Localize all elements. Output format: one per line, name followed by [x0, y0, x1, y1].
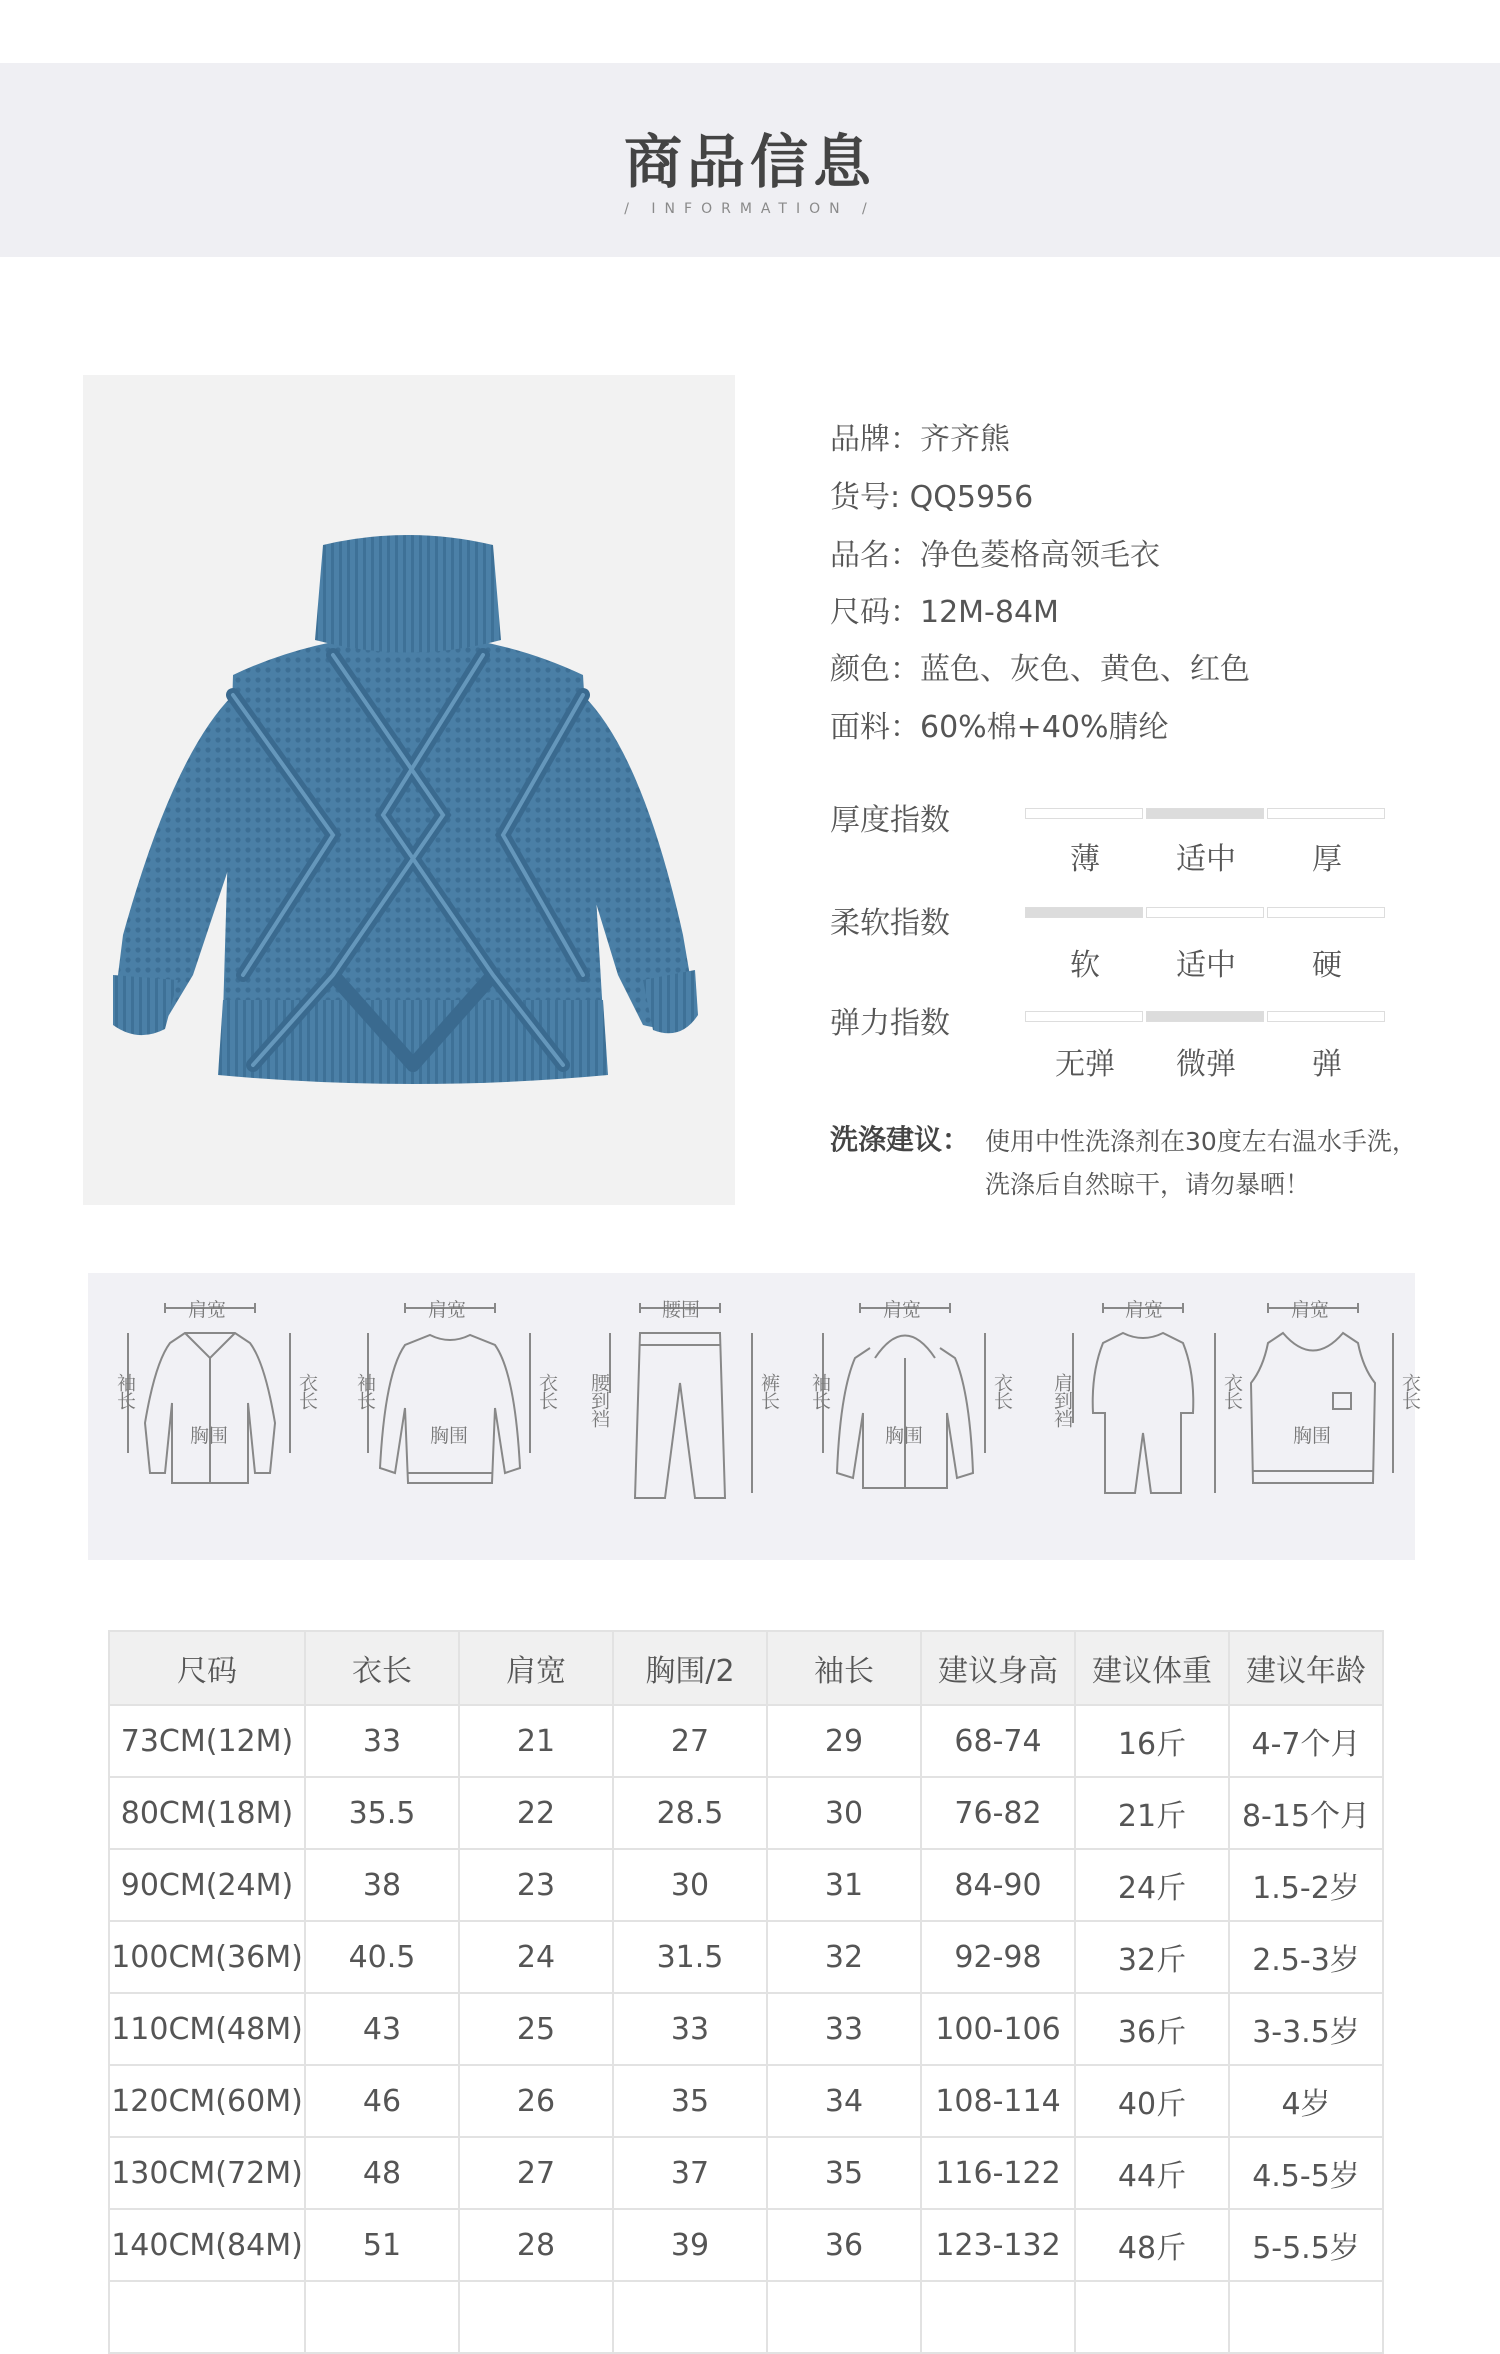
table-row	[109, 1705, 1383, 1777]
diagram-left-label: 袖长	[114, 1373, 136, 1409]
column-header: 胸围/2	[613, 1631, 767, 1705]
header-banner	[0, 63, 1500, 257]
index-segment	[1267, 1011, 1385, 1022]
table-cell-empty	[767, 2281, 921, 2353]
table-cell: 33	[613, 1993, 767, 2065]
table-cell: 29	[767, 1705, 921, 1777]
index-bar	[1025, 907, 1385, 918]
table-cell: 1.5-2岁	[1229, 1849, 1383, 1921]
index-option: 适中	[1176, 842, 1236, 877]
table-row	[109, 1921, 1383, 1993]
table-cell: 24	[459, 1921, 613, 1993]
table-cell: 23	[459, 1849, 613, 1921]
table-cell-empty	[1075, 2281, 1229, 2353]
table-cell: 100-106	[921, 1993, 1075, 2065]
wash-text-line1: 使用中性洗涤剂在30度左右温水手洗，	[985, 1127, 1417, 1156]
info-brand: 品牌：齐齐熊	[830, 422, 1010, 457]
table-row	[109, 2065, 1383, 2137]
table-cell: 35	[767, 2137, 921, 2209]
table-cell: 3-3.5岁	[1229, 1993, 1383, 2065]
diagram-sweater	[350, 1273, 558, 1560]
table-row	[109, 1849, 1383, 1921]
index-option: 软	[1070, 948, 1100, 983]
index-segment-selected	[1025, 907, 1143, 918]
table-cell: 30	[613, 1849, 767, 1921]
diagram-right-label: 衣长	[1221, 1373, 1243, 1409]
index-option: 薄	[1070, 842, 1100, 877]
diagram-right-label: 衣长	[536, 1373, 558, 1409]
table-cell: 108-114	[921, 2065, 1075, 2137]
index-option: 适中	[1176, 948, 1236, 983]
diagram-left-label: 袖长	[354, 1373, 376, 1409]
table-cell: 21	[459, 1705, 613, 1777]
table-cell: 16斤	[1075, 1705, 1229, 1777]
table-cell-empty	[109, 2281, 305, 2353]
diagram-top-label: 腰围	[662, 1299, 701, 1321]
diagram-center-label: 胸围	[430, 1425, 469, 1447]
diagram-right-label: 裤长	[758, 1373, 780, 1409]
diagram-top-label: 肩宽	[1125, 1299, 1164, 1321]
table-cell: 4岁	[1229, 2065, 1383, 2137]
table-cell: 26	[459, 2065, 613, 2137]
table-cell: 37	[613, 2137, 767, 2209]
wash-text-line2: 洗涤后自然晾干，请勿暴晒！	[985, 1170, 1311, 1199]
table-cell: 33	[305, 1705, 459, 1777]
diagram-top-label: 肩宽	[1291, 1299, 1330, 1321]
table-cell: 24斤	[1075, 1849, 1229, 1921]
table-cell: 36	[767, 2209, 921, 2281]
index-bar	[1025, 1011, 1385, 1022]
table-cell: 48	[305, 2137, 459, 2209]
table-header-row	[109, 1631, 1383, 1705]
table-cell: 5-5.5岁	[1229, 2209, 1383, 2281]
table-cell: 4-7个月	[1229, 1705, 1383, 1777]
table-cell: 120CM(60M)	[109, 2065, 305, 2137]
table-cell: 123-132	[921, 2209, 1075, 2281]
table-cell: 76-82	[921, 1777, 1075, 1849]
table-cell: 100CM(36M)	[109, 1921, 305, 1993]
index-label: 弹力指数	[830, 1006, 950, 1041]
diagram-top-label: 肩宽	[428, 1299, 467, 1321]
index-segment	[1025, 1011, 1143, 1022]
diagram-center-label: 胸围	[885, 1425, 924, 1447]
info-product-name: 品名：净色菱格高领毛衣	[830, 538, 1160, 573]
diagram-left-label: 肩到裆	[1051, 1373, 1073, 1427]
diagram-center-label: 胸围	[1293, 1425, 1332, 1447]
table-cell: 90CM(24M)	[109, 1849, 305, 1921]
index-option: 硬	[1312, 948, 1342, 983]
table-cell-empty	[305, 2281, 459, 2353]
table-cell: 51	[305, 2209, 459, 2281]
table-cell: 130CM(72M)	[109, 2137, 305, 2209]
table-cell: 84-90	[921, 1849, 1075, 1921]
diagram-left-label: 袖长	[809, 1373, 831, 1409]
table-cell: 27	[613, 1705, 767, 1777]
sweater-image	[83, 375, 735, 1205]
index-label: 厚度指数	[830, 803, 950, 838]
index-segment	[1267, 907, 1385, 918]
page-title: 商品信息	[623, 128, 876, 196]
table-cell: 27	[459, 2137, 613, 2209]
index-label: 柔软指数	[830, 906, 950, 941]
table-cell: 25	[459, 1993, 613, 2065]
table-cell: 140CM(84M)	[109, 2209, 305, 2281]
info-size-range: 尺码：12M-84M	[830, 595, 1059, 630]
page-subtitle: / INFORMATION /	[624, 201, 876, 217]
table-cell: 8-15个月	[1229, 1777, 1383, 1849]
table-cell-empty	[921, 2281, 1075, 2353]
info-colors: 颜色：蓝色、灰色、黄色、红色	[830, 652, 1250, 687]
table-cell: 34	[767, 2065, 921, 2137]
table-cell: 43	[305, 1993, 459, 2065]
column-header: 建议体重	[1075, 1631, 1229, 1705]
table-row-empty	[109, 2281, 1383, 2353]
table-cell: 31.5	[613, 1921, 767, 1993]
table-row	[109, 2209, 1383, 2281]
diagram-right-label: 衣长	[296, 1373, 318, 1409]
table-cell: 32斤	[1075, 1921, 1229, 1993]
table-cell-empty	[1229, 2281, 1383, 2353]
table-cell: 35.5	[305, 1777, 459, 1849]
column-header: 尺码	[109, 1631, 305, 1705]
table-cell: 33	[767, 1993, 921, 2065]
index-segment	[1146, 907, 1264, 918]
table-cell: 30	[767, 1777, 921, 1849]
product-photo	[83, 375, 735, 1205]
table-cell: 39	[613, 2209, 767, 2281]
diagram-top-label: 肩宽	[883, 1299, 922, 1321]
diagram-left-label: 腰到裆	[588, 1373, 610, 1427]
wash-label: 洗涤建议：	[830, 1123, 971, 1156]
diagram-vest	[1213, 1273, 1421, 1560]
table-cell: 44斤	[1075, 2137, 1229, 2209]
column-header: 衣长	[305, 1631, 459, 1705]
table-cell: 36斤	[1075, 1993, 1229, 2065]
diagram-pants	[580, 1273, 780, 1560]
diagram-top-label: 肩宽	[188, 1299, 227, 1321]
table-cell: 110CM(48M)	[109, 1993, 305, 2065]
table-cell: 68-74	[921, 1705, 1075, 1777]
table-cell: 116-122	[921, 2137, 1075, 2209]
table-cell: 2.5-3岁	[1229, 1921, 1383, 1993]
table-cell: 22	[459, 1777, 613, 1849]
table-cell: 31	[767, 1849, 921, 1921]
table-cell: 80CM(18M)	[109, 1777, 305, 1849]
table-cell: 48斤	[1075, 2209, 1229, 2281]
index-option: 弹	[1312, 1047, 1342, 1082]
table-cell: 4.5-5岁	[1229, 2137, 1383, 2209]
table-cell: 40斤	[1075, 2065, 1229, 2137]
index-option: 厚	[1312, 842, 1342, 877]
index-option: 微弹	[1176, 1047, 1236, 1082]
table-row	[109, 1777, 1383, 1849]
diagram-hoodie	[805, 1273, 1013, 1560]
column-header: 肩宽	[459, 1631, 613, 1705]
diagram-center-label: 胸围	[190, 1425, 229, 1447]
index-option: 无弹	[1055, 1047, 1115, 1082]
table-cell: 32	[767, 1921, 921, 1993]
diagram-shirt	[110, 1273, 318, 1560]
index-bar	[1025, 808, 1385, 819]
info-item-number: 货号: QQ5956	[830, 480, 1034, 515]
table-cell: 28.5	[613, 1777, 767, 1849]
table-cell: 35	[613, 2065, 767, 2137]
table-cell: 46	[305, 2065, 459, 2137]
index-segment	[1267, 808, 1385, 819]
info-fabric: 面料：60%棉+40%腈纶	[830, 710, 1169, 745]
column-header: 建议年龄	[1229, 1631, 1383, 1705]
column-header: 建议身高	[921, 1631, 1075, 1705]
table-cell: 92-98	[921, 1921, 1075, 1993]
measurement-diagrams	[88, 1273, 1421, 1560]
table-cell-empty	[613, 2281, 767, 2353]
table-cell: 21斤	[1075, 1777, 1229, 1849]
diagram-right-label: 衣长	[1399, 1373, 1421, 1409]
index-segment-selected	[1146, 1011, 1264, 1022]
index-segment	[1025, 808, 1143, 819]
table-cell: 38	[305, 1849, 459, 1921]
index-segment-selected	[1146, 808, 1264, 819]
table-cell: 73CM(12M)	[109, 1705, 305, 1777]
table-cell: 28	[459, 2209, 613, 2281]
table-row	[109, 1993, 1383, 2065]
column-header: 袖长	[767, 1631, 921, 1705]
diagram-right-label: 衣长	[991, 1373, 1013, 1409]
table-cell-empty	[459, 2281, 613, 2353]
table-row	[109, 2137, 1383, 2209]
size-table	[108, 1630, 1384, 2354]
table-cell: 40.5	[305, 1921, 459, 1993]
